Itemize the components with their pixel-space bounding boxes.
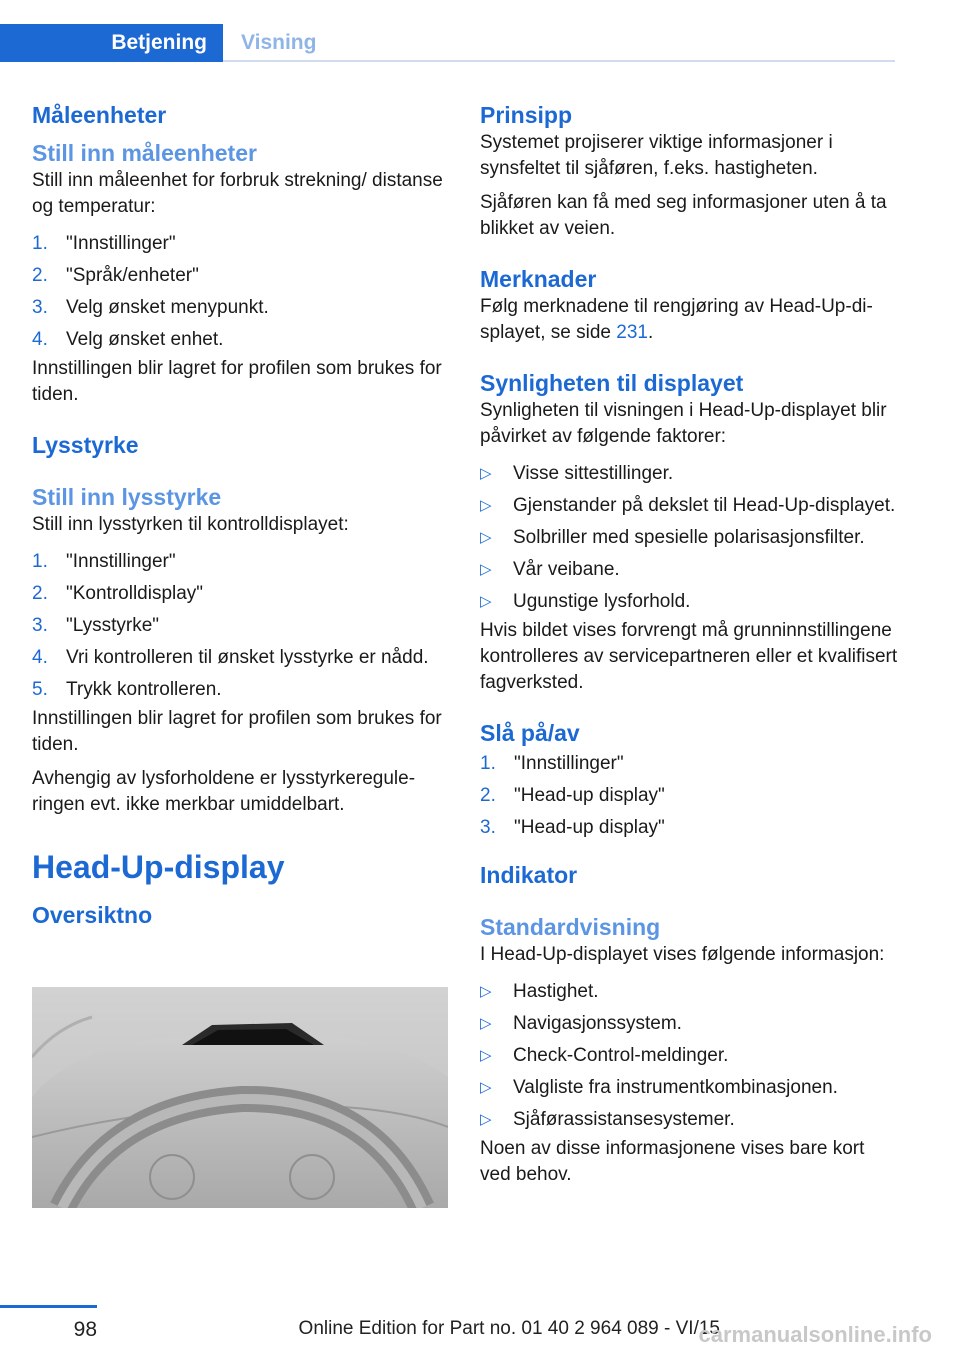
heading-notes: Merknader [480,266,597,292]
paragraph-saved-2: Innstillingen blir lagret for profilen som brukes for tiden. [32,708,442,755]
paragraph-units: Still inn måleenhet for forbruk strekning/ distanse og temperatur: [32,170,443,217]
bullet-text: Solbriller med spesielle polarisasjonsfilter. [513,527,865,548]
step-number: 1. [32,551,48,572]
list-item [480,522,898,554]
step-number: 2. [480,785,496,806]
bullet-text: Ugunstige lysforhold. [513,591,691,612]
paragraph-short: Noen av disse informasjonene vises bare kort ved behov. [480,1138,865,1185]
step-number: 1. [32,233,48,254]
paragraph-principle-2: Sjåføren kan få med seg informasjoner uten å ta blikket av veien. [480,192,887,239]
step-text: "Innstillinger" [66,551,176,572]
bullet-text: Visse sittestillinger. [513,463,674,484]
step-number: 1. [480,753,496,774]
list-item [480,748,898,780]
list-item [32,610,448,642]
heading-indicator: Indikator [480,862,578,888]
list-item [32,546,448,578]
header-divider [223,60,895,62]
step-number: 4. [32,329,48,350]
step-number: 3. [480,817,496,838]
subheading-standard: Standardvisning [480,914,661,940]
watermark: carmanualsonline.info [698,1322,932,1347]
info-list [480,976,898,1136]
triangle-right-icon: ▷ [480,561,492,578]
triangle-right-icon: ▷ [480,983,492,1000]
subheading-set-brightness: Still inn lysstyrke [32,484,222,510]
bullet-text: Valgliste fra instrumentkombinasjonen. [513,1077,838,1098]
triangle-right-icon: ▷ [480,593,492,610]
notes-text: Følg merknadene til rengjøring av Head-Up-displayet, se side [480,296,873,343]
bullet-text: Gjenstander på dekslet til Head-Up-displayet. [513,495,896,516]
list-item [32,228,448,260]
list-item [32,324,448,356]
list-item [480,976,898,1008]
steps-brightness [32,546,448,706]
footer-divider [0,1305,97,1308]
step-text: Trykk kontrolleren. [66,679,222,700]
tab-visning[interactable]: Visning [241,31,317,54]
paragraph-distorted: Hvis bildet vises forvrengt må grunninnstillingene kontrolleres av servicepartneren eller et kvalifisert fagverksted. [480,620,898,693]
list-item [480,490,898,522]
heading-units: Måleenheter [32,102,167,128]
edition-text: Online Edition for Part no. 01 40 2 964 089 - VI/15 [298,1318,720,1339]
list-item [480,586,898,618]
list-item [480,458,898,490]
left-column [32,100,448,930]
step-number: 3. [32,615,48,636]
step-number: 3. [32,297,48,318]
tab-betjening[interactable]: Betjening [0,24,223,62]
list-item [32,292,448,324]
paragraph-saved-1: Innstillingen blir lagret for profilen som brukes for tiden. [32,358,442,405]
paragraph-brightness: Still inn lysstyrken til kontrolldisplayet: [32,514,349,535]
step-number: 4. [32,647,48,668]
list-item [480,812,898,844]
steps-onoff [480,748,898,844]
subheading-set-units: Still inn måleenheter [32,140,257,166]
triangle-right-icon: ▷ [480,1079,492,1096]
triangle-right-icon: ▷ [480,529,492,546]
list-item [32,642,448,674]
step-text: "Innstillinger" [514,753,624,774]
triangle-right-icon: ▷ [480,497,492,514]
heading-overview: Oversiktno [32,902,153,928]
factors-list [480,458,898,618]
heading-hud: Head-Up-display [32,849,285,885]
bullet-text: Vår veibane. [513,559,620,580]
triangle-right-icon: ▷ [480,1015,492,1032]
step-number: 5. [32,679,48,700]
list-item [480,1104,898,1136]
step-text: Vri kontrolleren til ønsket lysstyrke er nådd. [66,647,429,668]
list-item [480,1008,898,1040]
paragraph-notes [480,294,898,346]
list-item [480,780,898,812]
heading-principle: Prinsipp [480,102,573,128]
step-text: "Innstillinger" [66,233,176,254]
paragraph-principle-1: Systemet projiserer viktige informasjoner i synsfeltet til sjåføren, f.eks. hastigheten. [480,132,833,179]
bullet-text: Check-Control-meldinger. [513,1045,729,1066]
step-text: "Head-up display" [514,817,665,838]
list-item [32,260,448,292]
list-item [480,1072,898,1104]
chapter-header [0,0,895,62]
heading-brightness: Lysstyrke [32,432,139,458]
list-item [32,674,448,706]
triangle-right-icon: ▷ [480,1047,492,1064]
page-link-231[interactable]: 231 [616,322,648,343]
step-text: Velg ønsket enhet. [66,329,224,350]
page-number: 98 [73,1318,97,1341]
paragraph-visibility: Synligheten til visningen i Head-Up-displayet blir påvirket av følgende faktorer: [480,400,887,447]
heading-onoff: Slå på/av [480,720,580,746]
step-text: "Head-up display" [514,785,665,806]
triangle-right-icon: ▷ [480,465,492,482]
step-number: 2. [32,265,48,286]
bullet-text: Sjåførassistansesystemer. [513,1109,735,1130]
hud-dashboard-image [32,987,448,1208]
step-number: 2. [32,583,48,604]
bullet-text: Hastighet. [513,981,599,1002]
paragraph-depends: Avhengig av lysforholdene er lysstyrkereguleringen evt. ikke merkbar umiddelbart. [32,768,416,815]
step-text: "Språk/enheter" [66,265,199,286]
triangle-right-icon: ▷ [480,1111,492,1128]
step-text: "Kontrolldisplay" [66,583,204,604]
notes-text-end: . [647,322,654,343]
steps-units [32,228,448,356]
step-text: "Lysstyrke" [66,615,160,636]
list-item [480,554,898,586]
heading-visibility: Synligheten til displayet [480,370,744,396]
paragraph-standard: I Head-Up-displayet vises følgende informasjon: [480,944,885,965]
list-item [32,578,448,610]
list-item [480,1040,898,1072]
bullet-text: Navigasjonssystem. [513,1013,682,1034]
right-column [480,100,898,1188]
step-text: Velg ønsket menypunkt. [66,297,269,318]
